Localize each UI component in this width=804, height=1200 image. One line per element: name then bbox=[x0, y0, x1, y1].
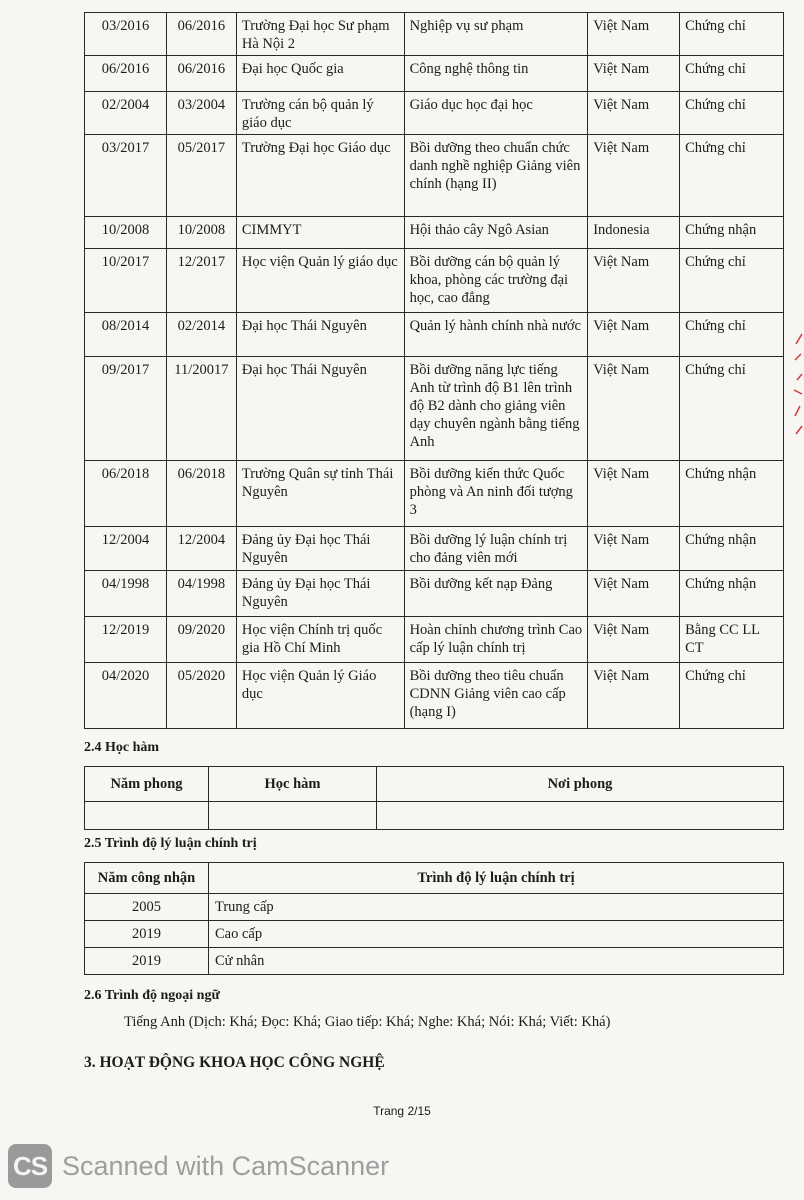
certificate-cell: Chứng nhận bbox=[680, 217, 784, 249]
table-row bbox=[85, 802, 784, 830]
course-cell: Bồi dưỡng kết nạp Đảng bbox=[404, 571, 588, 617]
camscanner-logo: CS bbox=[8, 1144, 52, 1188]
course-cell: Bồi dưỡng năng lực tiếng Anh từ trình độ B1 lên trình độ B2 dành cho giảng viên dạy chuyên ngành bằng tiếng Anh bbox=[404, 357, 588, 461]
col-header-political-level: Trình độ lý luận chính trị bbox=[209, 863, 784, 894]
start-date-cell: 08/2014 bbox=[85, 313, 167, 357]
table-row bbox=[85, 894, 784, 921]
institution-cell: Đại học Thái Nguyên bbox=[236, 357, 404, 461]
end-date-cell: 12/2004 bbox=[166, 527, 236, 571]
table-row bbox=[85, 357, 784, 461]
course-cell: Quản lý hành chính nhà nước bbox=[404, 313, 588, 357]
certificate-cell: Chứng nhận bbox=[680, 461, 784, 527]
table-row bbox=[85, 663, 784, 729]
certificate-cell: Chứng chỉ bbox=[680, 663, 784, 729]
end-date-cell: 02/2014 bbox=[166, 313, 236, 357]
table-row bbox=[85, 571, 784, 617]
empty-cell bbox=[85, 802, 209, 830]
start-date-cell: 12/2004 bbox=[85, 527, 167, 571]
section-2-6-title: 2.6 Trình độ ngoại ngữ bbox=[84, 988, 220, 1003]
country-cell: Việt Nam bbox=[588, 663, 680, 729]
start-date-cell: 09/2017 bbox=[85, 357, 167, 461]
institution-cell: CIMMYT bbox=[236, 217, 404, 249]
course-cell: Bồi dưỡng theo chuẩn chức danh nghề nghiệp Giảng viên chính (hạng II) bbox=[404, 135, 588, 217]
end-date-cell: 09/2020 bbox=[166, 617, 236, 663]
certificate-cell: Chứng chỉ bbox=[680, 135, 784, 217]
certificate-cell: Chứng nhận bbox=[680, 527, 784, 571]
end-date-cell: 12/2017 bbox=[166, 249, 236, 313]
table-row bbox=[85, 135, 784, 217]
table-row bbox=[85, 249, 784, 313]
col-header-year-awarded: Năm phong bbox=[85, 767, 209, 802]
end-date-cell: 05/2017 bbox=[166, 135, 236, 217]
institution-cell: Đảng ủy Đại học Thái Nguyên bbox=[236, 527, 404, 571]
end-date-cell: 06/2018 bbox=[166, 461, 236, 527]
country-cell: Việt Nam bbox=[588, 357, 680, 461]
start-date-cell: 06/2018 bbox=[85, 461, 167, 527]
certificate-cell: Chứng chỉ bbox=[680, 13, 784, 56]
end-date-cell: 10/2008 bbox=[166, 217, 236, 249]
year-cell: 2019 bbox=[85, 948, 209, 975]
table-row bbox=[85, 92, 784, 135]
course-cell: Giáo dục học đại học bbox=[404, 92, 588, 135]
course-cell: Bồi dưỡng kiến thức Quốc phòng và An ninh đối tượng 3 bbox=[404, 461, 588, 527]
institution-cell: Đảng ủy Đại học Thái Nguyên bbox=[236, 571, 404, 617]
section-3-title: 3. HOẠT ĐỘNG KHOA HỌC CÔNG NGHỆ bbox=[84, 1054, 385, 1071]
table-row bbox=[85, 921, 784, 948]
level-cell: Cao cấp bbox=[209, 921, 784, 948]
empty-cell bbox=[377, 802, 784, 830]
country-cell: Việt Nam bbox=[588, 461, 680, 527]
start-date-cell: 10/2008 bbox=[85, 217, 167, 249]
end-date-cell: 11/20017 bbox=[166, 357, 236, 461]
start-date-cell: 03/2016 bbox=[85, 13, 167, 56]
end-date-cell: 05/2020 bbox=[166, 663, 236, 729]
course-cell: Bồi dưỡng theo tiêu chuẩn CDNN Giảng viên cao cấp (hạng I) bbox=[404, 663, 588, 729]
start-date-cell: 03/2017 bbox=[85, 135, 167, 217]
certificate-cell: Chứng chỉ bbox=[680, 56, 784, 92]
country-cell: Việt Nam bbox=[588, 249, 680, 313]
level-cell: Trung cấp bbox=[209, 894, 784, 921]
table-row bbox=[85, 56, 784, 92]
course-cell: Bồi dưỡng cán bộ quản lý khoa, phòng các trường đại học, cao đẳng bbox=[404, 249, 588, 313]
institution-cell: Đại học Thái Nguyên bbox=[236, 313, 404, 357]
country-cell: Indonesia bbox=[588, 217, 680, 249]
course-cell: Công nghệ thông tin bbox=[404, 56, 588, 92]
course-cell: Nghiệp vụ sư phạm bbox=[404, 13, 588, 56]
col-header-awarding-place: Nơi phong bbox=[377, 767, 784, 802]
end-date-cell: 06/2016 bbox=[166, 13, 236, 56]
institution-cell: Học viện Quản lý Giáo dục bbox=[236, 663, 404, 729]
course-cell: Bồi dưỡng lý luận chính trị cho đảng viên mới bbox=[404, 527, 588, 571]
section-2-4-title: 2.4 Học hàm bbox=[84, 740, 160, 755]
start-date-cell: 12/2019 bbox=[85, 617, 167, 663]
certificate-cell: Chứng chỉ bbox=[680, 92, 784, 135]
start-date-cell: 04/2020 bbox=[85, 663, 167, 729]
red-stamp-fragment bbox=[792, 330, 804, 440]
country-cell: Việt Nam bbox=[588, 135, 680, 217]
camscanner-watermark bbox=[8, 1144, 389, 1188]
certificate-cell: Chứng chỉ bbox=[680, 249, 784, 313]
institution-cell: Học viện Chính trị quốc gia Hồ Chí Minh bbox=[236, 617, 404, 663]
table-row bbox=[85, 617, 784, 663]
camscanner-text: Scanned with CamScanner bbox=[62, 1150, 390, 1181]
table-row bbox=[85, 948, 784, 975]
country-cell: Việt Nam bbox=[588, 571, 680, 617]
start-date-cell: 10/2017 bbox=[85, 249, 167, 313]
country-cell: Việt Nam bbox=[588, 13, 680, 56]
institution-cell: Trường cán bộ quản lý giáo dục bbox=[236, 92, 404, 135]
training-table bbox=[84, 12, 784, 729]
start-date-cell: 04/1998 bbox=[85, 571, 167, 617]
certificate-cell: Chứng chỉ bbox=[680, 313, 784, 357]
certificate-cell: Bằng CC LL CT bbox=[680, 617, 784, 663]
certificate-cell: Chứng chỉ bbox=[680, 357, 784, 461]
political-theory-table bbox=[84, 862, 784, 975]
col-header-year-recognized: Năm công nhận bbox=[85, 863, 209, 894]
institution-cell: Học viện Quản lý giáo dục bbox=[236, 249, 404, 313]
page-number: Trang 2/15 bbox=[373, 1104, 431, 1118]
institution-cell: Trường Đại học Giáo dục bbox=[236, 135, 404, 217]
institution-cell: Trường Quân sự tỉnh Thái Nguyên bbox=[236, 461, 404, 527]
year-cell: 2005 bbox=[85, 894, 209, 921]
end-date-cell: 03/2004 bbox=[166, 92, 236, 135]
year-cell: 2019 bbox=[85, 921, 209, 948]
col-header-academic-rank: Học hàm bbox=[209, 767, 377, 802]
table-row bbox=[85, 217, 784, 249]
academic-rank-table bbox=[84, 766, 784, 830]
end-date-cell: 06/2016 bbox=[166, 56, 236, 92]
course-cell: Hoàn chỉnh chương trình Cao cấp lý luận chính trị bbox=[404, 617, 588, 663]
certificate-cell: Chứng nhận bbox=[680, 571, 784, 617]
empty-cell bbox=[209, 802, 377, 830]
end-date-cell: 04/1998 bbox=[166, 571, 236, 617]
country-cell: Việt Nam bbox=[588, 617, 680, 663]
table-row bbox=[85, 313, 784, 357]
section-2-5-title: 2.5 Trình độ lý luận chính trị bbox=[84, 836, 257, 851]
country-cell: Việt Nam bbox=[588, 92, 680, 135]
country-cell: Việt Nam bbox=[588, 56, 680, 92]
level-cell: Cử nhân bbox=[209, 948, 784, 975]
country-cell: Việt Nam bbox=[588, 527, 680, 571]
country-cell: Việt Nam bbox=[588, 313, 680, 357]
institution-cell: Đại học Quốc gia bbox=[236, 56, 404, 92]
institution-cell: Trường Đại học Sư phạm Hà Nội 2 bbox=[236, 13, 404, 56]
start-date-cell: 02/2004 bbox=[85, 92, 167, 135]
language-proficiency-text: Tiếng Anh (Dịch: Khá; Đọc: Khá; Giao tiếp: Khá; Nghe: Khá; Nói: Khá; Viết: Khá) bbox=[124, 1014, 611, 1030]
start-date-cell: 06/2016 bbox=[85, 56, 167, 92]
table-row bbox=[85, 527, 784, 571]
table-row bbox=[85, 13, 784, 56]
course-cell: Hội thảo cây Ngô Asian bbox=[404, 217, 588, 249]
table-row bbox=[85, 461, 784, 527]
